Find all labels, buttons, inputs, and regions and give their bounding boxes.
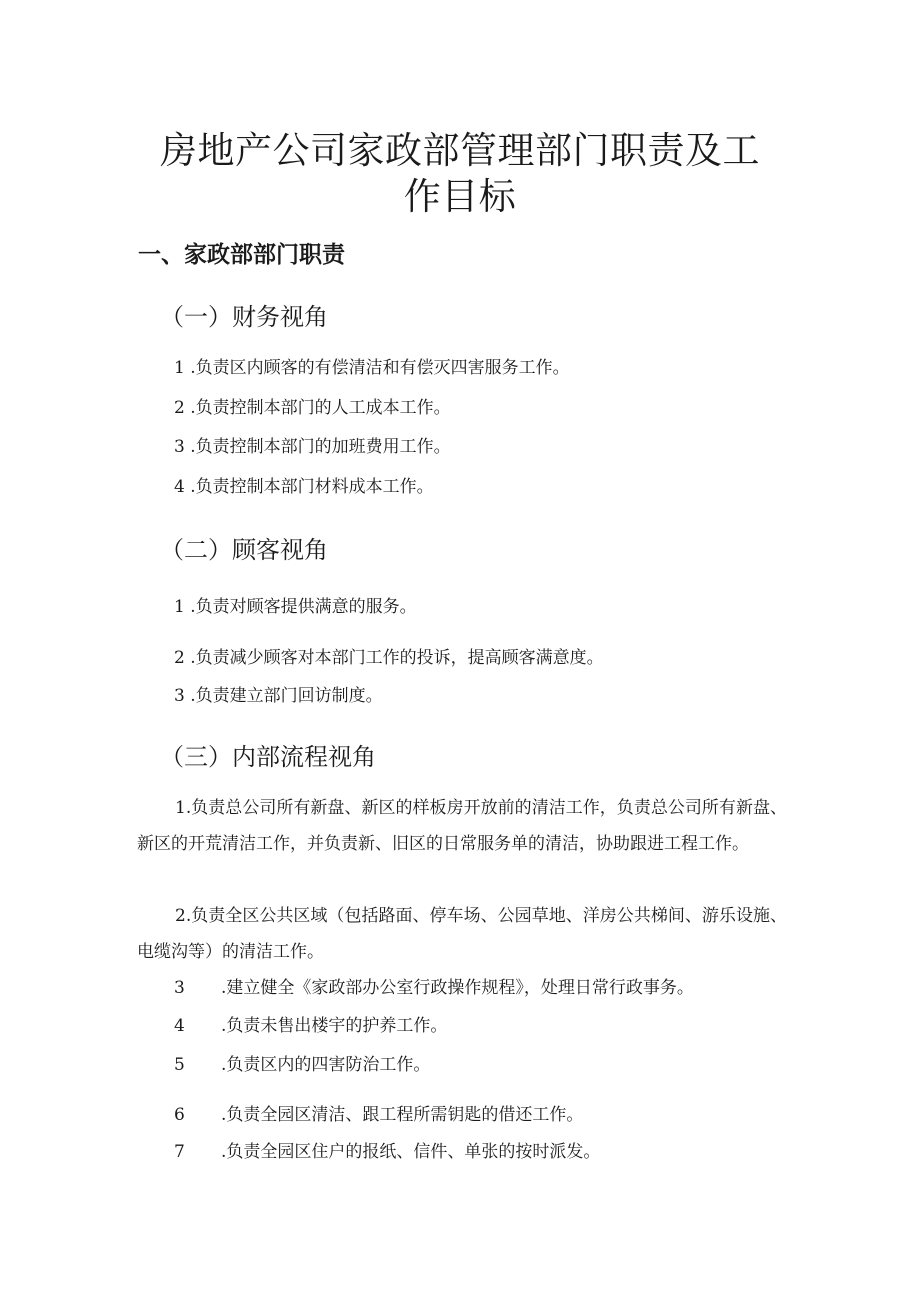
item-number: 6 <box>174 1105 185 1125</box>
item-number: 2 <box>175 906 186 926</box>
list-item <box>174 1054 430 1076</box>
item-number: 4 <box>174 477 185 497</box>
item-text: .负责总公司所有新盘、新区的样板房开放前的清洁工作，负责总公司所有新盘、新区的开荒清洁工作，并负责新、旧区的日常服务单的清洁，协助跟进工程工作。 <box>137 798 787 854</box>
list-item <box>137 790 787 862</box>
list-item <box>174 397 451 419</box>
item-number: 3 <box>174 686 185 706</box>
document-title: 房地产公司家政部管理部门职责及工作目标 <box>160 129 760 218</box>
item-text: .负责区内顾客的有偿清洁和有偿灭四害服务工作。 <box>190 358 570 378</box>
list-item <box>174 685 383 707</box>
item-text: .建立健全《家政部办公室行政操作规程》，处理日常行政事务。 <box>221 978 694 998</box>
subsection-heading-process: （三）内部流程视角 <box>160 743 376 771</box>
list-item <box>174 357 570 379</box>
list-item <box>174 1104 583 1126</box>
list-item <box>174 596 417 618</box>
item-text: .负责对顾客提供满意的服务。 <box>190 597 417 617</box>
item-text: .负责控制本部门材料成本工作。 <box>190 477 434 497</box>
list-item <box>174 977 694 999</box>
item-text: .负责全园区住户的报纸、信件、单张的按时派发。 <box>221 1142 601 1162</box>
item-number: 3 <box>174 437 185 457</box>
list-item <box>137 898 787 970</box>
item-number: 7 <box>174 1142 185 1162</box>
item-number: 2 <box>174 648 185 668</box>
item-text: .负责建立部门回访制度。 <box>190 686 383 706</box>
list-item <box>174 476 434 498</box>
item-text: .负责全区公共区域（包括路面、停车场、公园草地、洋房公共梯间、游乐设施、电缆沟等）的清洁工作。 <box>137 906 787 962</box>
item-text: .负责控制本部门的人工成本工作。 <box>190 398 451 418</box>
subsection-heading-customer: （二）顾客视角 <box>160 536 328 564</box>
item-number: 1 <box>174 358 185 378</box>
item-number: 1 <box>174 597 185 617</box>
item-text: .负责区内的四害防治工作。 <box>221 1055 431 1075</box>
item-number: 3 <box>174 978 185 998</box>
list-item <box>174 1141 600 1163</box>
item-number: 5 <box>174 1055 185 1075</box>
section-heading-duties: 一、家政部部门职责 <box>138 242 345 268</box>
item-text: .负责控制本部门的加班费用工作。 <box>190 437 451 457</box>
item-text: .负责未售出楼宇的护养工作。 <box>221 1016 448 1036</box>
subsection-heading-finance: （一）财务视角 <box>160 303 328 331</box>
item-number: 2 <box>174 398 185 418</box>
item-number: 1 <box>175 798 186 818</box>
item-text: .负责全园区清洁、跟工程所需钥匙的借还工作。 <box>221 1105 584 1125</box>
item-text: .负责减少顾客对本部门工作的投诉，提高顾客满意度。 <box>190 648 604 668</box>
list-item <box>174 1015 447 1037</box>
list-item <box>174 436 451 458</box>
list-item <box>174 647 604 669</box>
item-number: 4 <box>174 1016 185 1036</box>
